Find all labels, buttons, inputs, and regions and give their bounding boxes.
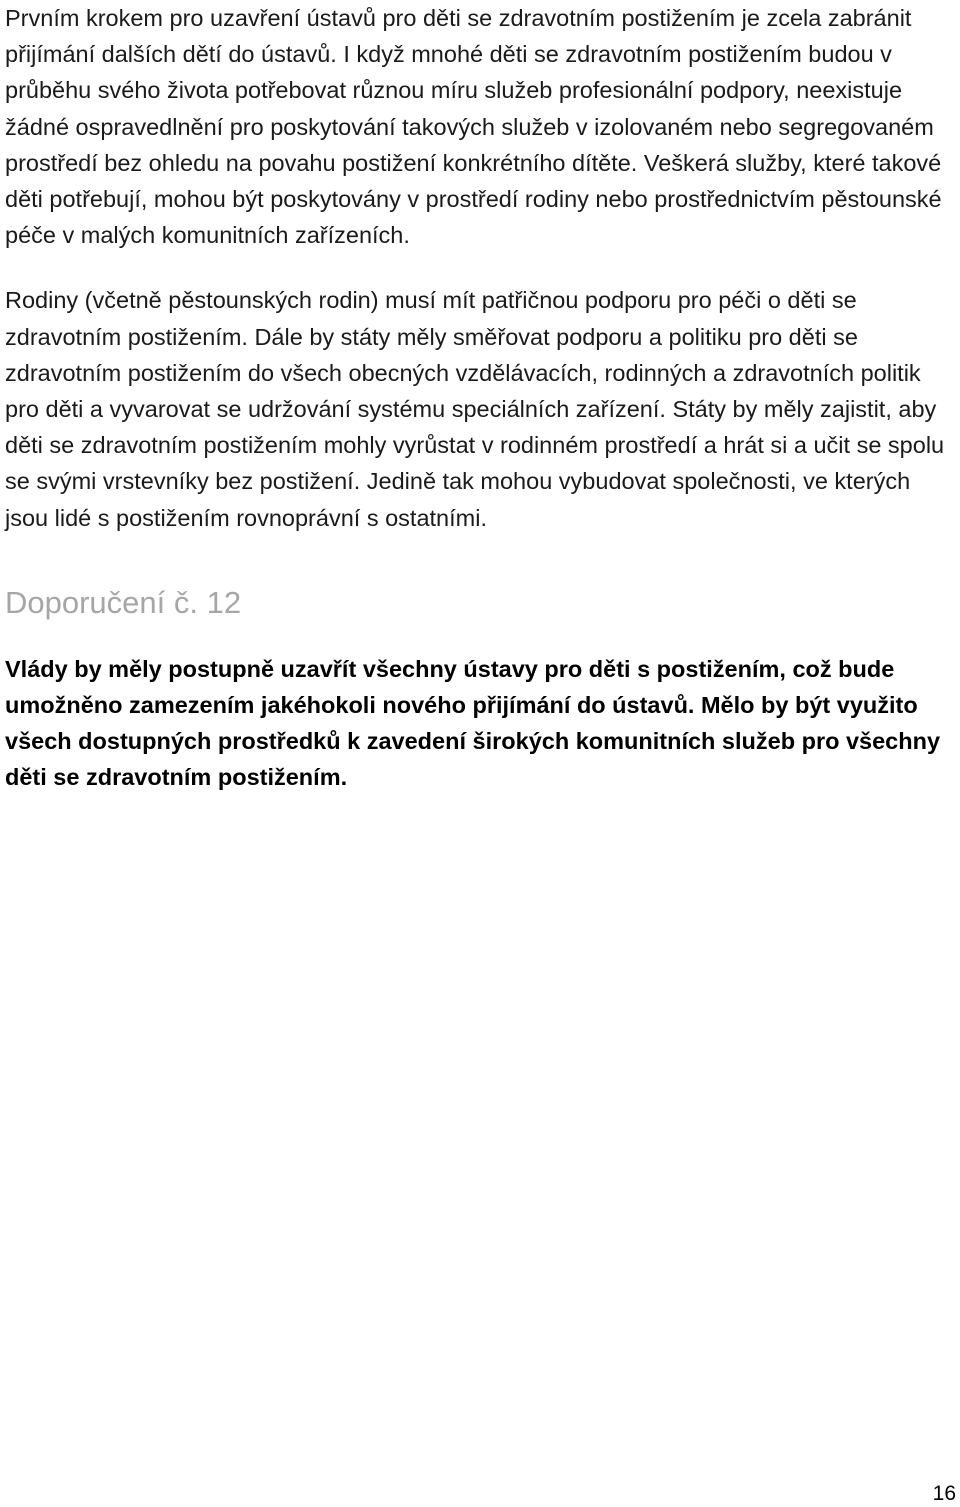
paragraph-family-support: Rodiny (včetně pěstounských rodin) musí mít patřičnou podporu pro péči o děti se zdravotním postižením. Dále by státy měly směřovat podporu a politiku pro děti se zdravotním postižením do všech obecných vzdělávacích, rodinných a zdravotních politik pro děti a vyvarovat se udržování systému speciálních zařízení. Státy by měly zajistit, aby děti se zdravotním postižením mohly vyrůstat v rodinném prostředí a hrát si a učit se spolu se svými vrstevníky bez postižení. Jedině tak mohou vybudovat společnosti, ve kterých jsou lidé s postižením rovnoprávní s ostatními. <box>5 287 945 531</box>
paragraph-intro: Prvním krokem pro uzavření ústavů pro děti se zdravotním postižením je zcela zabránit přijímání dalších dětí do ústavů. I když mnohé děti se zdravotním postižením budou v průběhu svého života potřebovat různou míru služeb profesionální podpory, neexistuje žádné ospravedlnění pro poskytování takových služeb v izolovaném nebo segregovaném prostředí bez ohledu na povahu postižení konkrétního dítěte. Veškerá služby, které takové děti potřebují, mohou být poskytovány v prostředí rodiny nebo prostřednictvím pěstounské péče v malých komunitních zařízeních. <box>5 5 942 249</box>
recommendation-heading: Doporučení č. 12 <box>5 584 242 620</box>
page-number: 16 <box>932 1482 956 1505</box>
recommendation-text: Vlády by měly postupně uzavřít všechny ústavy pro děti s postižením, což bude umožněno zamezením jakéhokoli nového přijímání do ústavů. Mělo by být využito všech dostupných prostředků k zavedení širokých komunitních služeb pro všechny děti se zdravotním postižením. <box>5 655 941 791</box>
document-page <box>5 0 958 796</box>
